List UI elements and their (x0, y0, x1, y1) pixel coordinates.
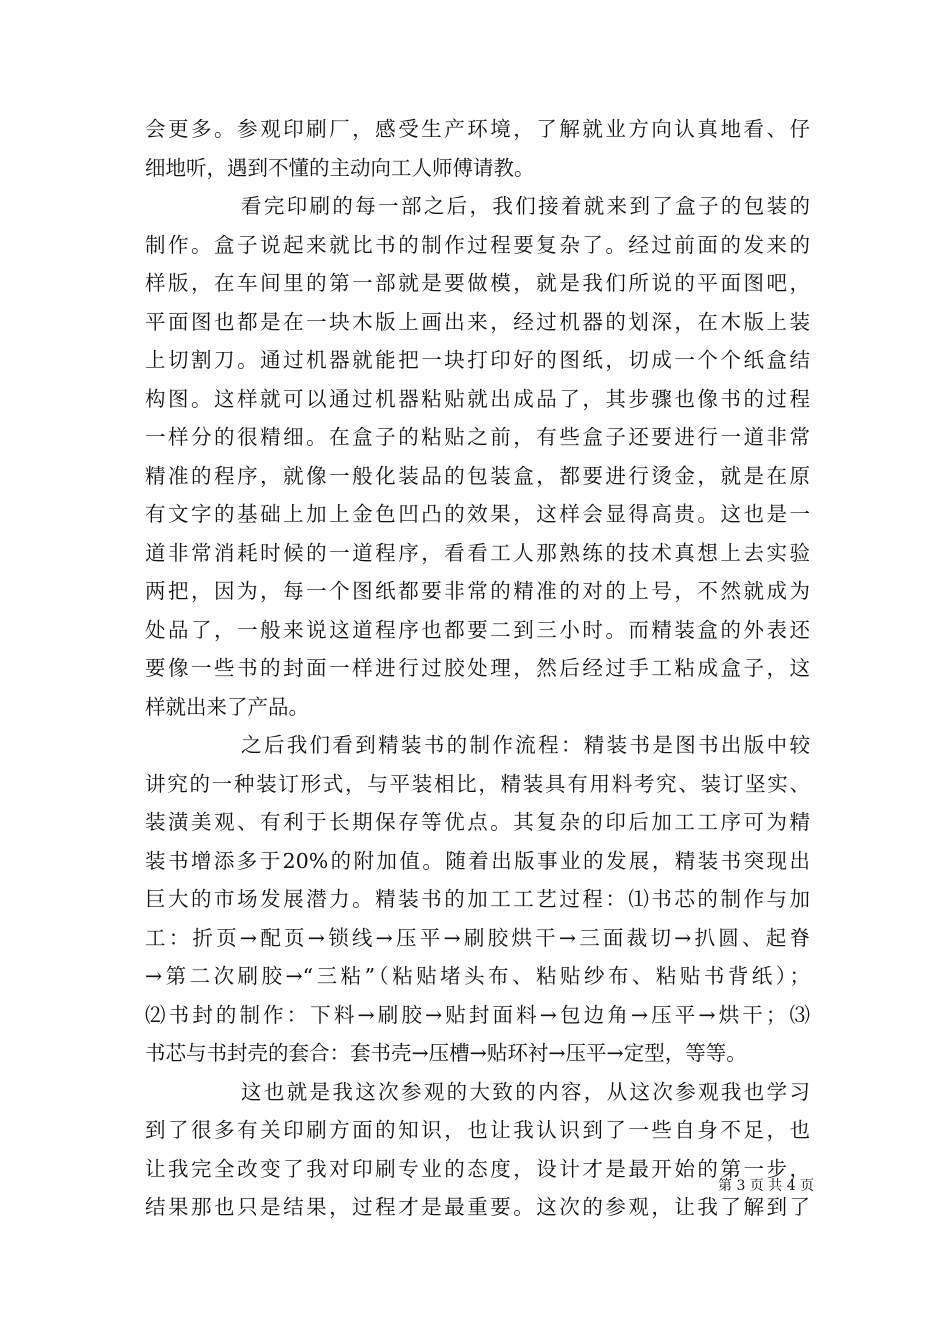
text-line: 精准的程序，就像一般化装品的包装盒，都要进行烫金，就是在原 (145, 463, 810, 488)
text-line: 巨大的市场发展潜力。精装书的加工工艺过程：⑴书芯的制作与加 (145, 887, 810, 911)
text-line: 会更多。参观印刷厂，感受生产环境，了解就业方向认真地看、仔 (145, 117, 810, 141)
text-line: 这也就是我这次参观的大致的内容，从这次参观我也学习 (241, 1079, 810, 1104)
text-line: →第二次刷胶→“三粘”（粘贴堵头布、粘贴纱布、粘贴书背纸）； (145, 964, 810, 988)
text-line: 制作。盒子说起来就比书的制作过程要复杂了。经过前面的发来的 (145, 232, 810, 257)
text-line: 要像一些书的封面一样进行过胶处理，然后经过手工粘成盒子，这 (145, 656, 810, 680)
text-line: 装书增添多于20%的附加值。随着出版事业的发展，精装书突现出 (145, 848, 810, 873)
text-line: ⑵书封的制作：下料→刷胶→贴封面料→包边角→压平→烘干；⑶ (145, 1002, 810, 1027)
paragraph (145, 110, 810, 187)
text-line: 样就出来了产品。 (145, 694, 309, 719)
page-number-footer: 第 3 页 共 4 页 (718, 1178, 815, 1194)
text-line: 有文字的基础上加上金色凹凸的效果，这样会显得高贵。这也是一 (145, 502, 810, 526)
paragraph (145, 1073, 810, 1227)
paragraph (145, 726, 810, 1073)
text-line: 书芯与书封壳的套合：套书壳→压槽→贴环衬→压平→定型，等等。 (145, 1041, 747, 1065)
text-line: 看完印刷的每一部之后，我们接着就来到了盒子的包装的 (241, 194, 810, 218)
text-line: 细地听，遇到不懂的主动向工人师傅请教。 (145, 155, 535, 180)
text-line: 道非常消耗时候的一道程序，看看工人那熟练的技术真想上去实验 (145, 540, 810, 565)
text-line: 处品了，一般来说这道程序也都要二到三小时。而精装盒的外表还 (145, 617, 810, 642)
text-line: 构图。这样就可以通过机器粘贴就出成品了，其步骤也像书的过程 (145, 386, 810, 411)
text-line: 两把，因为，每一个图纸都要非常的精准的对的上号，不然就成为 (145, 579, 810, 603)
paragraph (145, 187, 810, 726)
text-line: 一样分的很精细。在盒子的粘贴之前，有些盒子还要进行一道非常 (145, 425, 810, 449)
text-line: 结果那也只是结果，过程才是最重要。这次的参观，让我了解到了 (145, 1195, 810, 1219)
text-line: 到了很多有关印刷方面的知识，也让我认识到了一些自身不足，也 (145, 1118, 810, 1142)
text-line: 工：折页→配页→锁线→压平→刷胶烘干→三面裁切→扒圆、起脊 (145, 925, 810, 950)
text-line: 平面图也都是在一块木版上画出来，经过机器的划深，在木版上装 (145, 309, 810, 334)
text-line: 装潢美观、有利于长期保存等优点。其复杂的印后加工工序可为精 (145, 810, 810, 834)
text-line: 上切割刀。通过机器就能把一块打印好的图纸，切成一个个纸盒结 (145, 348, 810, 372)
text-line: 样版，在车间里的第一部就是要做模，就是我们所说的平面图吧， (145, 271, 810, 295)
text-line: 讲究的一种装订形式，与平装相比，精装具有用料考究、装订坚实、 (145, 771, 810, 796)
text-line: 让我完全改变了我对印刷专业的态度，设计才是最开始的第一步， (145, 1156, 810, 1181)
text-line: 之后我们看到精装书的制作流程：精装书是图书出版中较 (241, 733, 810, 757)
body-text (145, 110, 810, 1227)
